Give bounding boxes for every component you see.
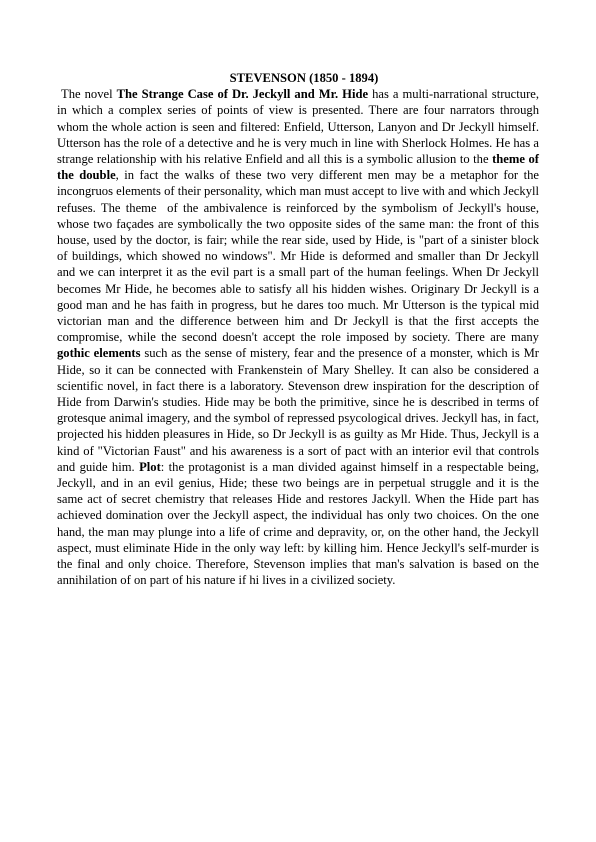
text-run: : the protagonist is a man divided against himself in a respectable being, Jeckyll, and in an evil genius, Hide; these two beings are in perpetual struggle and it is the same act of secret chemistry that releases Hide and restores Jackyll. When the Hide part has achieved domination over the Jeckyll aspect, the individual has only two choices. On the one hand, the man may plunge into a life of crime and depravity, or, on the other hand, the Jeckyll aspect, must eliminate Hide in the only way left: by killing him. Hence Jeckyll's self-murder is the final and only choice. Therefore, Stevenson implies that man's salvation is based on the annihilation of on part of his nature if hi lives in a civilized society.	[57, 459, 543, 588]
document-page	[57, 70, 543, 589]
text-run: such as the sense of mistery, fear and the presence of a monster, which is Mr Hide, so it can be connected with Frankenstein of Mary Shelley. It can also be considered a scientific novel, in fact there is a laboratory. Stevenson drew inspiration for the description of Hide from Darwin's studies. Hide may be both the primitive, since he is described in terms of grotesque animal imagery, and the symbol of repressed psycological drives. Jeckyll has, in fact, projected his hidden pleasures in Hide, so Dr Jeckyll is as guilty as Mr Hide. Thus, Jeckyll is a kind of "Victorian Faust" and his awareness is a sort of pact with an interior evil that controls and guide him.	[57, 346, 543, 474]
body-paragraph	[57, 86, 543, 588]
gothic-elements-bold: gothic elements	[57, 346, 141, 361]
document-title: STEVENSON (1850 - 1894)	[229, 71, 379, 85]
novel-title-bold: The Strange Case of Dr. Jeckyll and Mr. Hide	[116, 87, 369, 102]
text-run: , in fact the walks of these two very different men may be a metaphor for the incongruos elements of their personality, which man must accept to live with and which Jeckyll refuses. The theme of the ambivalence is reinforced by the symbolism of Jeckyll's house, whose two façades are symbolically the two opposite sides of the same man: the front of this house, used by the doctor, is fair; while the rear side, used by Hide, is "part of a sinister block of buildings, which showed no windows". Mr Hide is deformed and smaller than Dr Jeckyll and we can interpret it as the evil part is a small part of the human feelings. When Dr Jeckyll becomes Mr Hide, he becomes able to satisfy all his hidden wishes. Originary Dr Jeckyll is a good man and he has faith in progress, but he dares too much. Mr Utterson is the typical mid victorian man and the difference between him and Dr Jeckyll is that the first accepts the compromise, while the second doesn't accept the role imposed by society. There are many	[57, 168, 543, 345]
theme-of-the-double-bold: theme of the double	[57, 152, 543, 183]
plot-bold: Plot	[139, 459, 161, 474]
text-run: The novel	[57, 87, 117, 102]
text-run: has a multi-narrational structure, in which a complex series of points of view is presented. There are four narrators through whom the whole action is seen and filtered: Enfield, Utterson, Lanyon and Dr Jeckyll himself. Utterson has the role of a detective and he is very much in line with Sherlock Holmes. He has a strange relationship with his relative Enfield and all this is a symbolic allusion to the	[57, 87, 543, 167]
